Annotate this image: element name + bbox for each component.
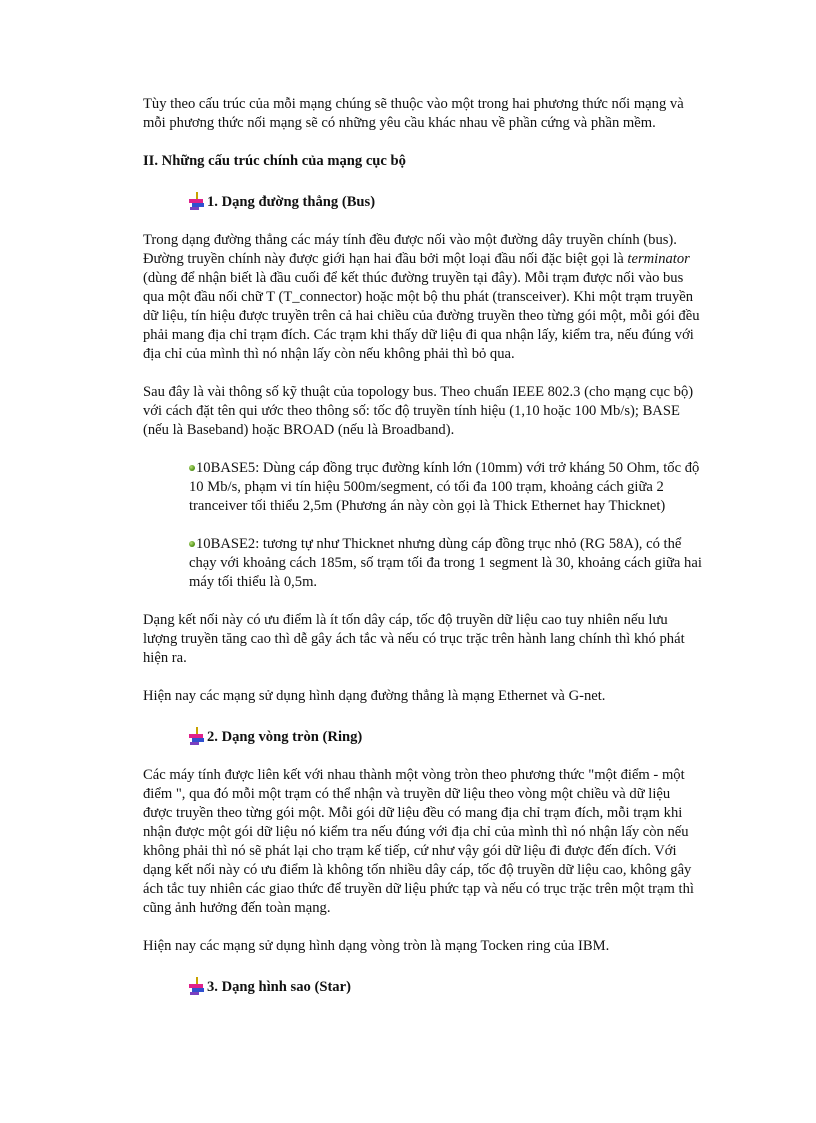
numbered-list-icon <box>188 727 206 747</box>
numbered-list-icon <box>188 977 206 997</box>
bus-heading-text: 1. Dạng đường thẳng (Bus) <box>207 194 376 210</box>
bus-paragraph-2: Sau đây là vài thông số kỹ thuật của topology bus. Theo chuẩn IEEE 802.3 (cho mạng cục bộ) với cách đặt tên qui ước theo thông số: tốc độ truyền tính hiệu (1,10 hoặc 100 Mb/s); BASE (nếu là Baseband) hoặc BROAD (nếu là Broadband). <box>143 384 694 438</box>
bus-paragraph-4: Hiện nay các mạng sử dụng hình dạng đường thẳng là mạng Ethernet và G-net. <box>143 688 606 704</box>
green-dot-icon <box>189 541 195 547</box>
intro-paragraph: Tùy theo cấu trúc của mỗi mạng chúng sẽ thuộc vào một trong hai phương thức nối mạng và mỗi phương thức nối mạng sẽ có những yêu cầu khác nhau về phần cứng và phần mềm. <box>143 96 684 131</box>
star-heading-text: 3. Dạng hình sao (Star) <box>207 979 351 995</box>
bus-paragraph-1 <box>143 231 703 364</box>
bullet-item-10base2 <box>189 535 703 592</box>
bus-heading <box>143 190 703 212</box>
ring-heading <box>143 725 703 747</box>
ring-heading-text: 2. Dạng vòng tròn (Ring) <box>207 729 363 745</box>
terminator-term: terminator <box>627 251 690 267</box>
bullet-item-10base2-text: 10BASE2: tương tự như Thicknet nhưng dùng cáp đồng trục nhỏ (RG 58A), có thể chạy với khoảng cách 185m, số trạm tối đa trong 1 segment là 30, khoảng cách giữa hai máy tối thiểu là 0,5m. <box>189 536 702 590</box>
bullet-item-10base5-text: 10BASE5: Dùng cáp đồng trục đường kính lớn (10mm) với trở kháng 50 Ohm, tốc độ 10 Mb/s, phạm vi tín hiệu 500m/segment, có tối đa 100 trạm, khoảng cách giữa 2 tranceiver tối thiểu 2,5m (Phương án này còn gọi là Thick Ethernet hay Thicknet) <box>189 460 700 514</box>
bus-paragraph-1-part-a: Trong dạng đường thẳng các máy tính đều được nối vào một đường dây truyền chính (bus). Đường truyền chính này được giới hạn hai đầu bởi một loại đầu nối đặc biệt gọi là <box>143 232 677 267</box>
section-heading: II. Những cấu trúc chính của mạng cục bộ <box>143 153 406 169</box>
star-heading <box>143 975 703 997</box>
document-page <box>143 95 703 1016</box>
bus-paragraph-1-part-b: (dùng để nhận biết là đầu cuối để kết thúc đường truyền tại đây). Mỗi trạm được nối vào bus qua một đầu nối chữ T (T_connector) hoặc một bộ thu phát (transceiver). Khi một trạm truyền dữ liệu, tín hiệu được truyền trên cả hai chiều của đường truyền theo từng gói một, mỗi gói đều phải mang địa chỉ trạm đích. Các trạm khi thấy dữ liệu đi qua nhận lấy, kiểm tra, nếu đúng với địa chỉ của mình thì nó nhận lấy còn nếu không phải thì bỏ qua. <box>143 270 700 362</box>
bus-paragraph-3: Dạng kết nối này có ưu điểm là ít tốn dây cáp, tốc độ truyền dữ liệu cao tuy nhiên nếu lưu lượng truyền tăng cao thì dễ gây ách tắc và nếu có trục trặc trên hành lang chính thì khó phát hiện ra. <box>143 612 685 666</box>
numbered-list-icon <box>188 192 206 212</box>
bullet-item-10base5 <box>189 459 703 516</box>
bus-bullet-list <box>143 459 703 592</box>
ring-paragraph-2: Hiện nay các mạng sử dụng hình dạng vòng tròn là mạng Tocken ring của IBM. <box>143 938 610 954</box>
ring-paragraph-1: Các máy tính được liên kết với nhau thành một vòng tròn theo phương thức "một điểm - một điểm ", qua đó mỗi một trạm có thể nhận và truyền dữ liệu theo vòng một chiều và dữ liệu được truyền theo từng gói một. Mỗi gói dữ liệu đều có mang địa chỉ trạm đích, mỗi trạm khi nhận được một gói dữ liệu nó kiểm tra nếu đúng với địa chỉ của mình thì nó nhận lấy còn nếu không phải thì nó sẽ phát lại cho trạm kế tiếp, cứ như vậy gói dữ liệu đi được đến đích. Với dạng kết nối này có ưu điểm là không tốn nhiều dây cáp, tốc độ truyền dữ liệu cao, không gây ách tắc tuy nhiên các giao thức để truyền dữ liệu phức tạp và nếu có trục trặc trên một trạm thì cũng ảnh hưởng đến toàn mạng. <box>143 767 694 916</box>
green-dot-icon <box>189 465 195 471</box>
